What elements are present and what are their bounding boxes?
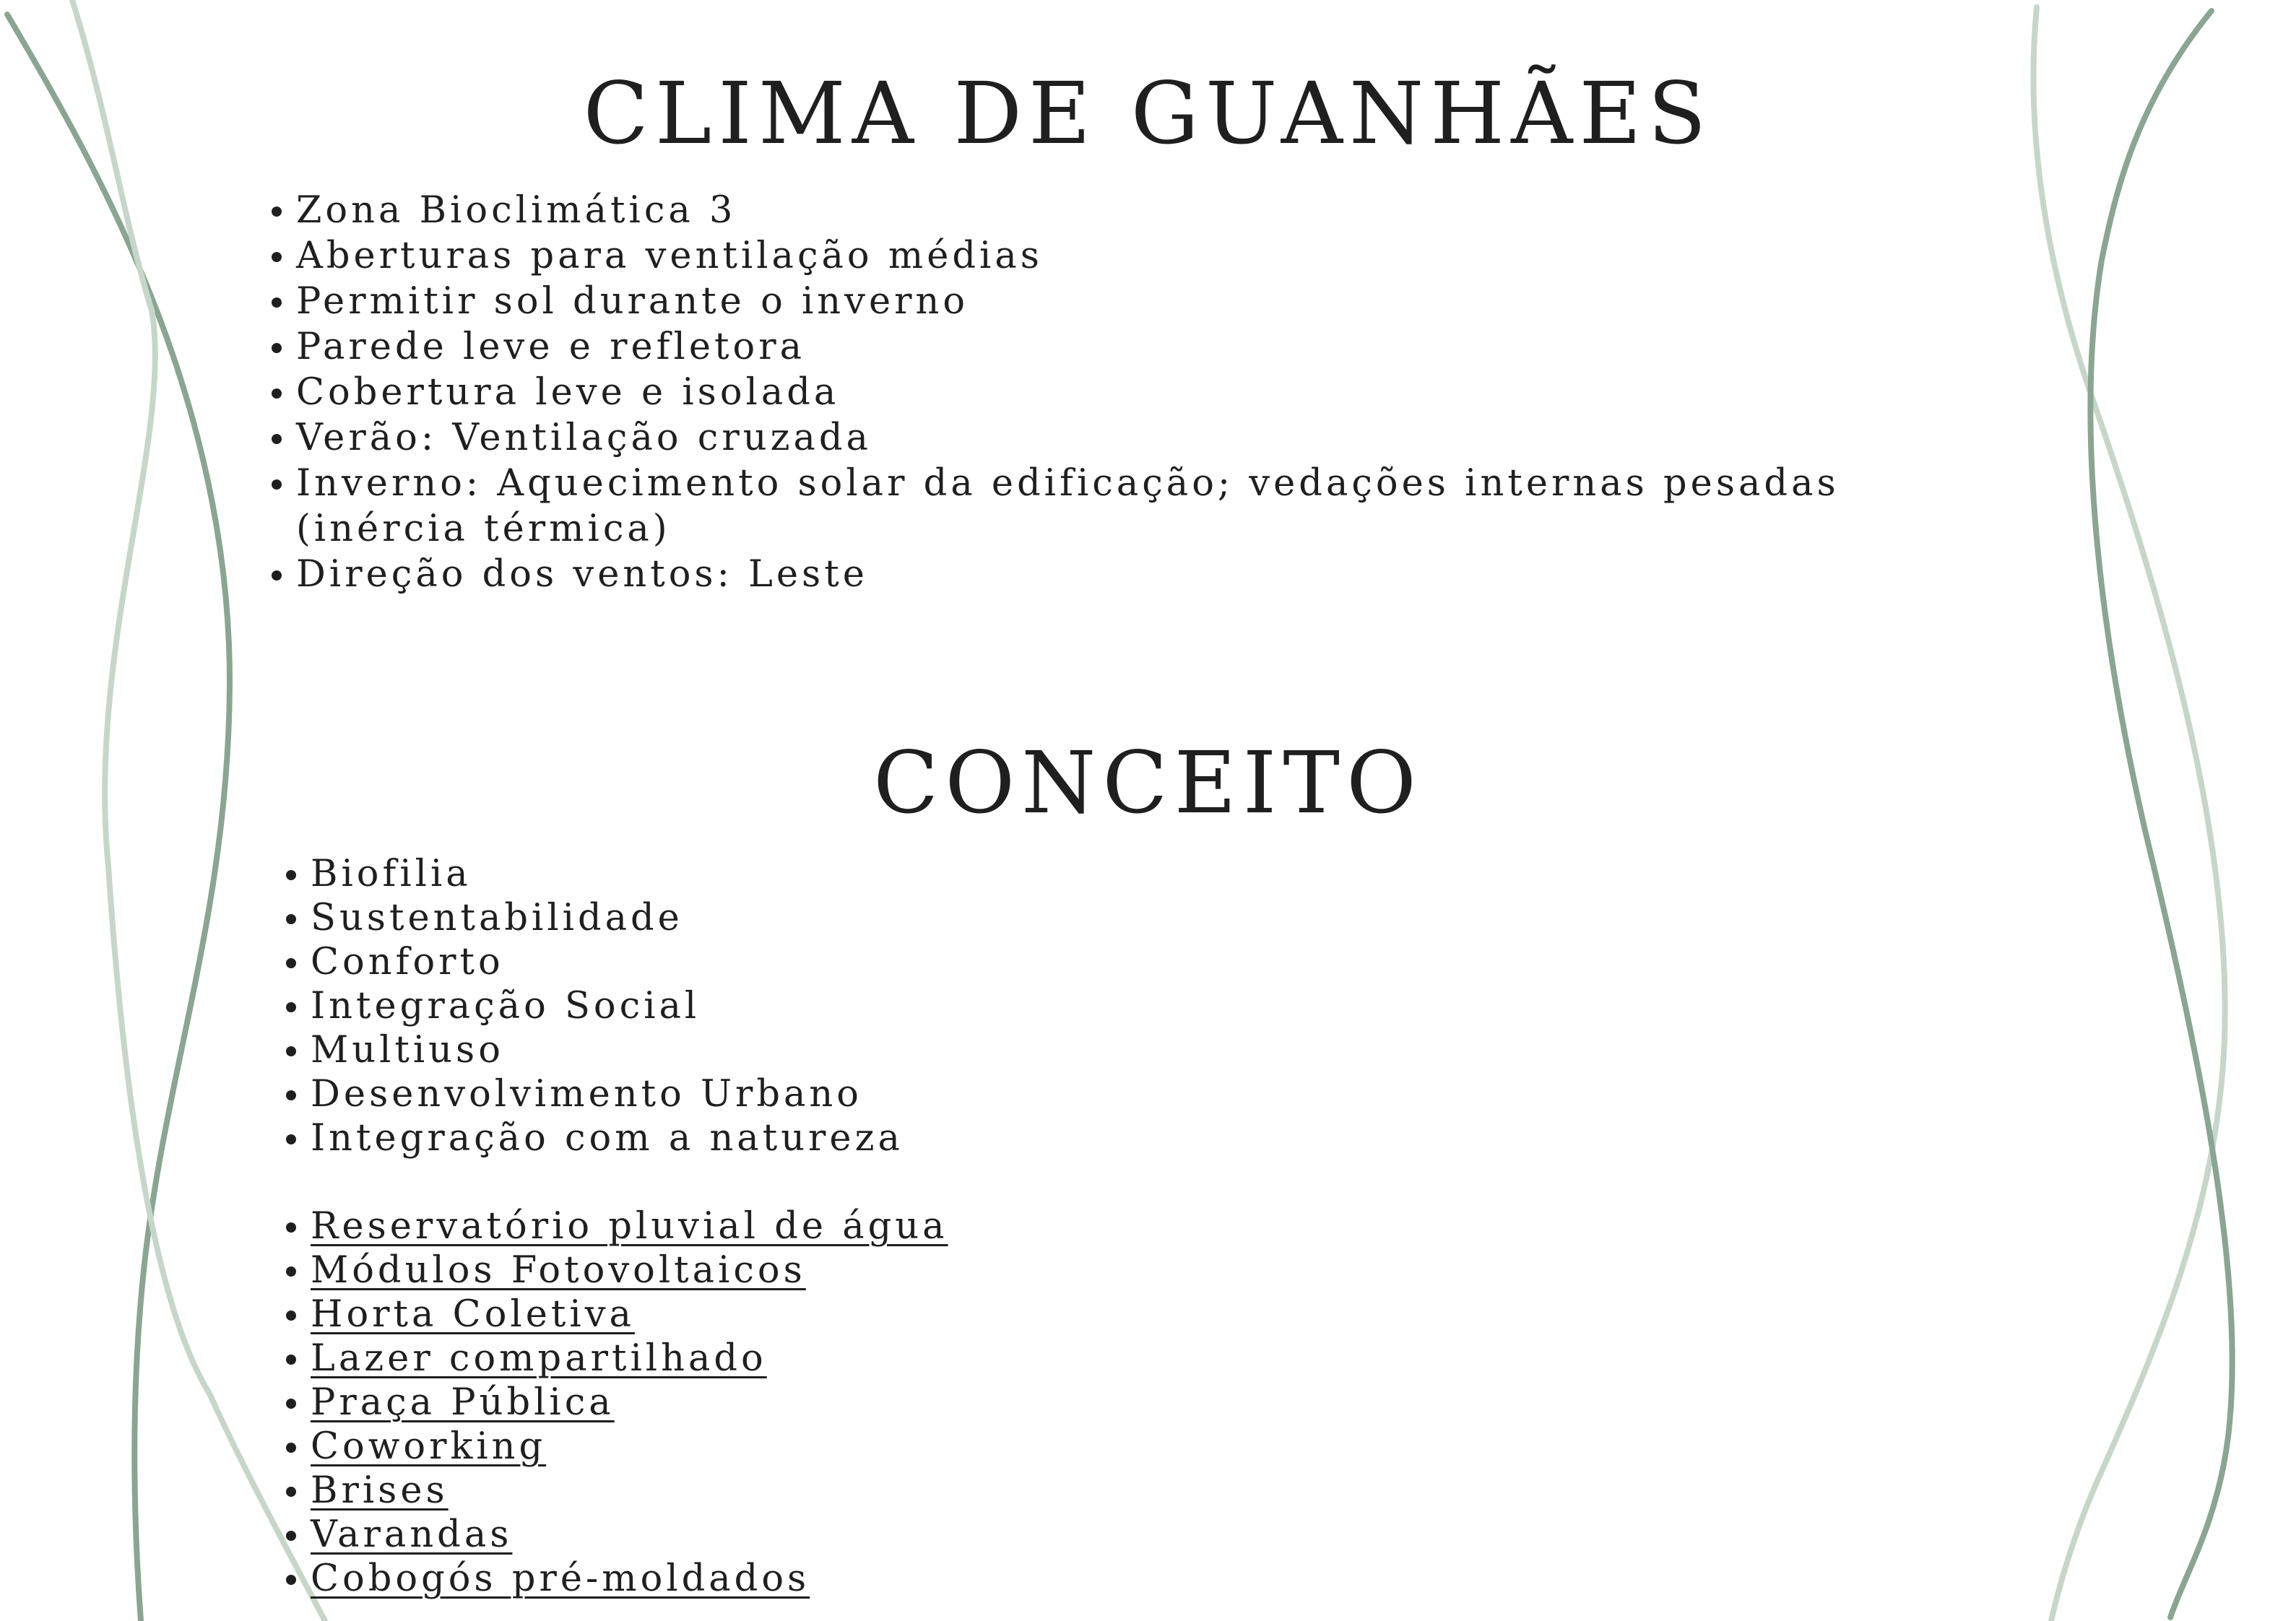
feature-label: Horta Coletiva	[311, 1293, 635, 1336]
feature-item	[283, 1513, 948, 1557]
clima-item: Permitir sol durante o inverno	[269, 279, 1957, 324]
feature-label: Reservatório pluvial de água	[311, 1205, 948, 1248]
feature-label: Brises	[311, 1469, 449, 1512]
conceito-item: Biofilia	[283, 852, 904, 896]
clima-item: Aberturas para ventilação médias	[269, 233, 1957, 279]
feature-label: Coworking	[311, 1425, 547, 1468]
clima-item: Zona Bioclimática 3	[269, 188, 1957, 233]
conceito-item: Sustentabilidade	[283, 896, 904, 940]
clima-title: CLIMA DE GUANHÃES	[583, 64, 1713, 163]
feature-label: Módulos Fotovoltaicos	[311, 1249, 806, 1292]
feature-label: Lazer compartilhado	[311, 1337, 767, 1380]
feature-item	[283, 1292, 948, 1337]
conceito-item: Conforto	[283, 940, 904, 984]
clima-list	[269, 188, 1957, 597]
conceito-item: Desenvolvimento Urbano	[283, 1072, 904, 1116]
feature-item	[283, 1248, 948, 1292]
conceito-list	[283, 852, 904, 1160]
feature-label: Cobogós pré-moldados	[311, 1557, 810, 1600]
feature-item	[283, 1469, 948, 1513]
conceito-item: Multiuso	[283, 1028, 904, 1072]
clima-item: Inverno: Aquecimento solar da edificação; vedações internas pesadas (inércia térmica)	[269, 461, 1957, 552]
feature-item	[283, 1337, 948, 1381]
conceito-item: Integração com a natureza	[283, 1116, 904, 1160]
clima-item: Verão: Ventilação cruzada	[269, 415, 1957, 461]
feature-item	[283, 1381, 948, 1425]
clima-item: Direção dos ventos: Leste	[269, 552, 1957, 597]
conceito-title: CONCEITO	[873, 733, 1423, 833]
conceito-item: Integração Social	[283, 984, 904, 1028]
feature-label: Varandas	[311, 1513, 513, 1556]
clima-item: Cobertura leve e isolada	[269, 370, 1957, 415]
feature-item	[283, 1204, 948, 1248]
feature-item	[283, 1557, 948, 1601]
feature-label: Praça Pública	[311, 1381, 615, 1424]
feature-item	[283, 1425, 948, 1469]
features-list	[283, 1204, 948, 1601]
clima-item: Parede leve e refletora	[269, 324, 1957, 370]
